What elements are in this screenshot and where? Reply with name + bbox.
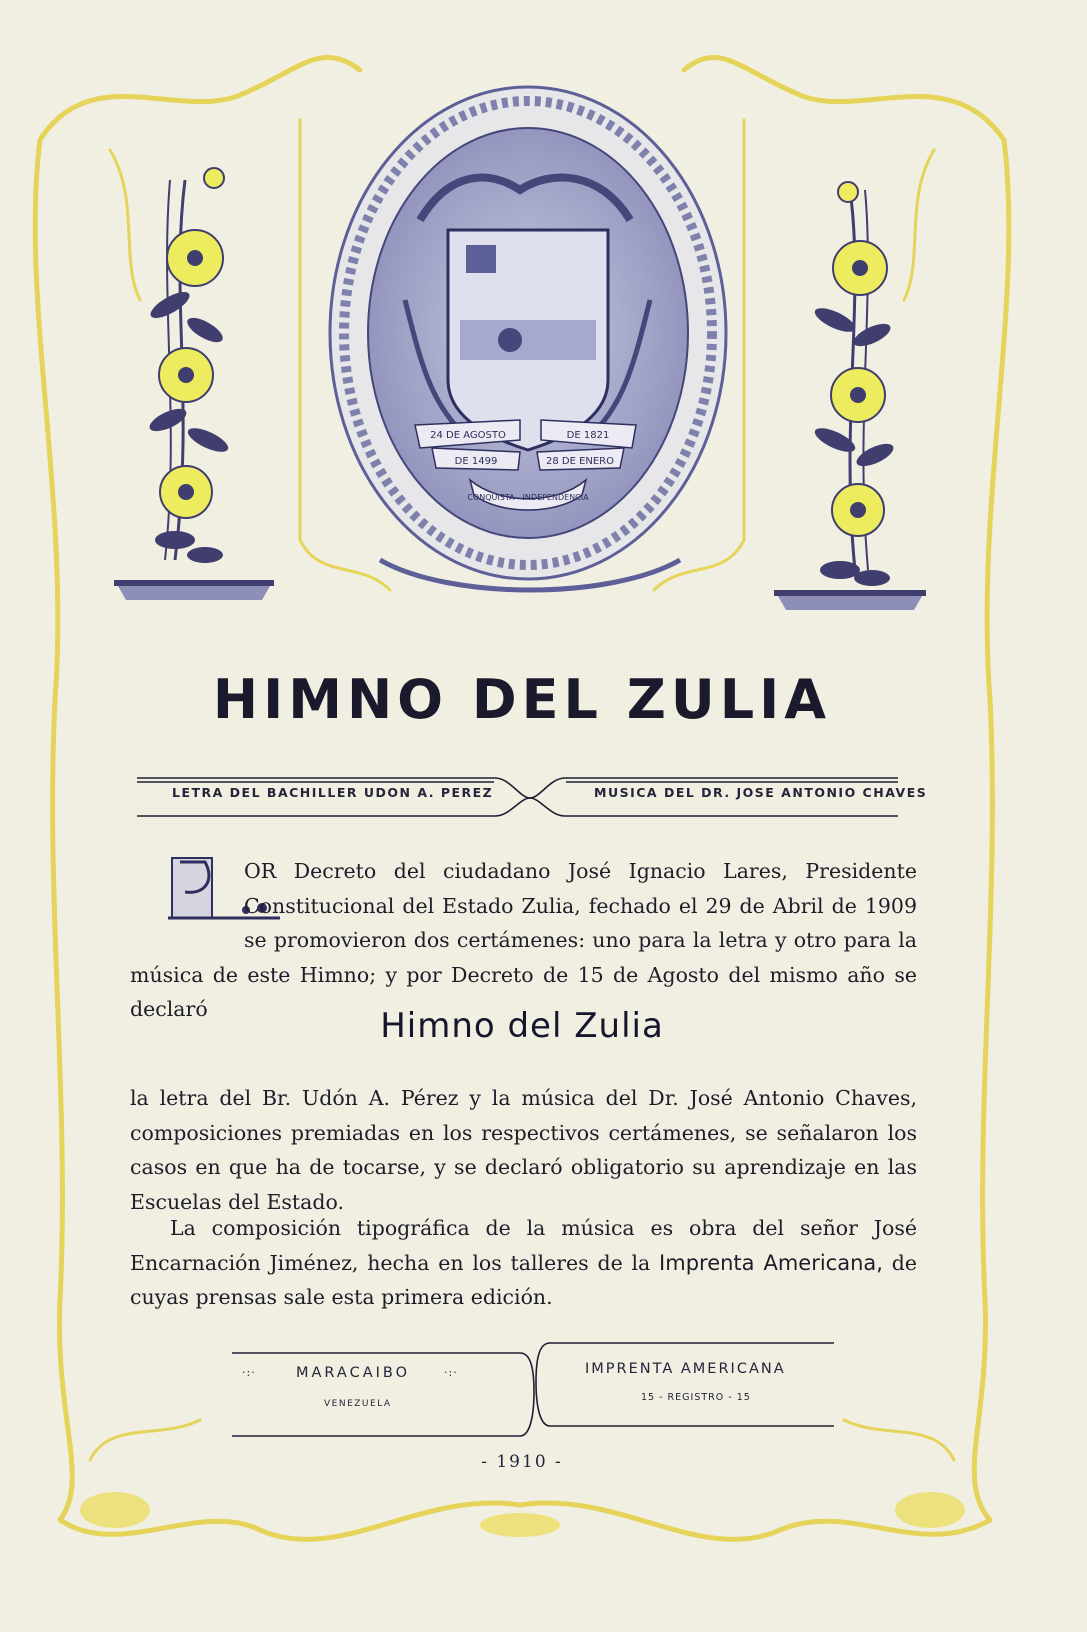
- seal-ribbon-right-top: DE 1821: [566, 430, 610, 441]
- lyrics-credit: LETRA DEL BACHILLER UDON A. PEREZ: [172, 785, 494, 800]
- seal-ribbon-left-bottom: DE 1499: [454, 456, 498, 467]
- seal-ribbon-left-top: 24 DE AGOSTO: [430, 430, 506, 441]
- intro-text: OR Decreto del ciudadano José Ignacio Lares, Presidente Constitucional del Estado Zulia, fechado el 29 de Abril de 1909 se promovieron dos certámenes: uno para la letra y otro para la música de este Himno; y por Decreto de 15 de Agosto del mismo año se declaró: [130, 859, 917, 1021]
- typography-text-end: de cuyas prensas sale esta primera edición.: [130, 1250, 917, 1309]
- footer-year: - 1910 -: [481, 1452, 563, 1472]
- footer-city: MARACAIBO: [296, 1365, 411, 1381]
- typography-paragraph: [130, 1211, 917, 1315]
- left-star-ornament: ·:·: [242, 1366, 256, 1379]
- seal-motto: CONQUISTA - INDEPENDENCIA: [467, 493, 589, 502]
- hymn-subtitle: Himno del Zulia: [380, 1006, 664, 1046]
- document-title: HIMNO DEL ZULIA: [212, 668, 832, 731]
- coat-of-arms-seal: [330, 87, 726, 590]
- decree-paragraph: la letra del Br. Udón A. Pérez y la música del Dr. José Antonio Chaves, composiciones premiadas en los respectivos certámenes, se señalaron los casos en que ha de tocarse, y se declaró obligatorio su aprendizaje en las Escuelas del Estado.: [130, 1086, 917, 1214]
- left-flower-column: [114, 168, 274, 600]
- right-flower-column: [774, 182, 926, 610]
- footer-country: VENEZUELA: [324, 1399, 392, 1409]
- right-star-ornament: ·:·: [444, 1366, 458, 1379]
- footer-registry: 15 - REGISTRO - 15: [641, 1392, 751, 1403]
- footer-press: IMPRENTA AMERICANA: [585, 1361, 786, 1377]
- seal-ribbon-right-bottom: 28 DE ENERO: [545, 456, 615, 467]
- music-credit: MUSICA DEL DR. JOSE ANTONIO CHAVES: [594, 785, 928, 800]
- intro-paragraph: [130, 854, 917, 1027]
- footer-rule: [232, 1343, 834, 1436]
- drop-cap-space: [130, 856, 238, 924]
- imprenta-emphasis: Imprenta Americana,: [659, 1250, 883, 1275]
- typography-text-start: La composición tipográfica de la música es obra del señor José Encarnación Jiménez, hecha en los talleres de la: [130, 1216, 917, 1275]
